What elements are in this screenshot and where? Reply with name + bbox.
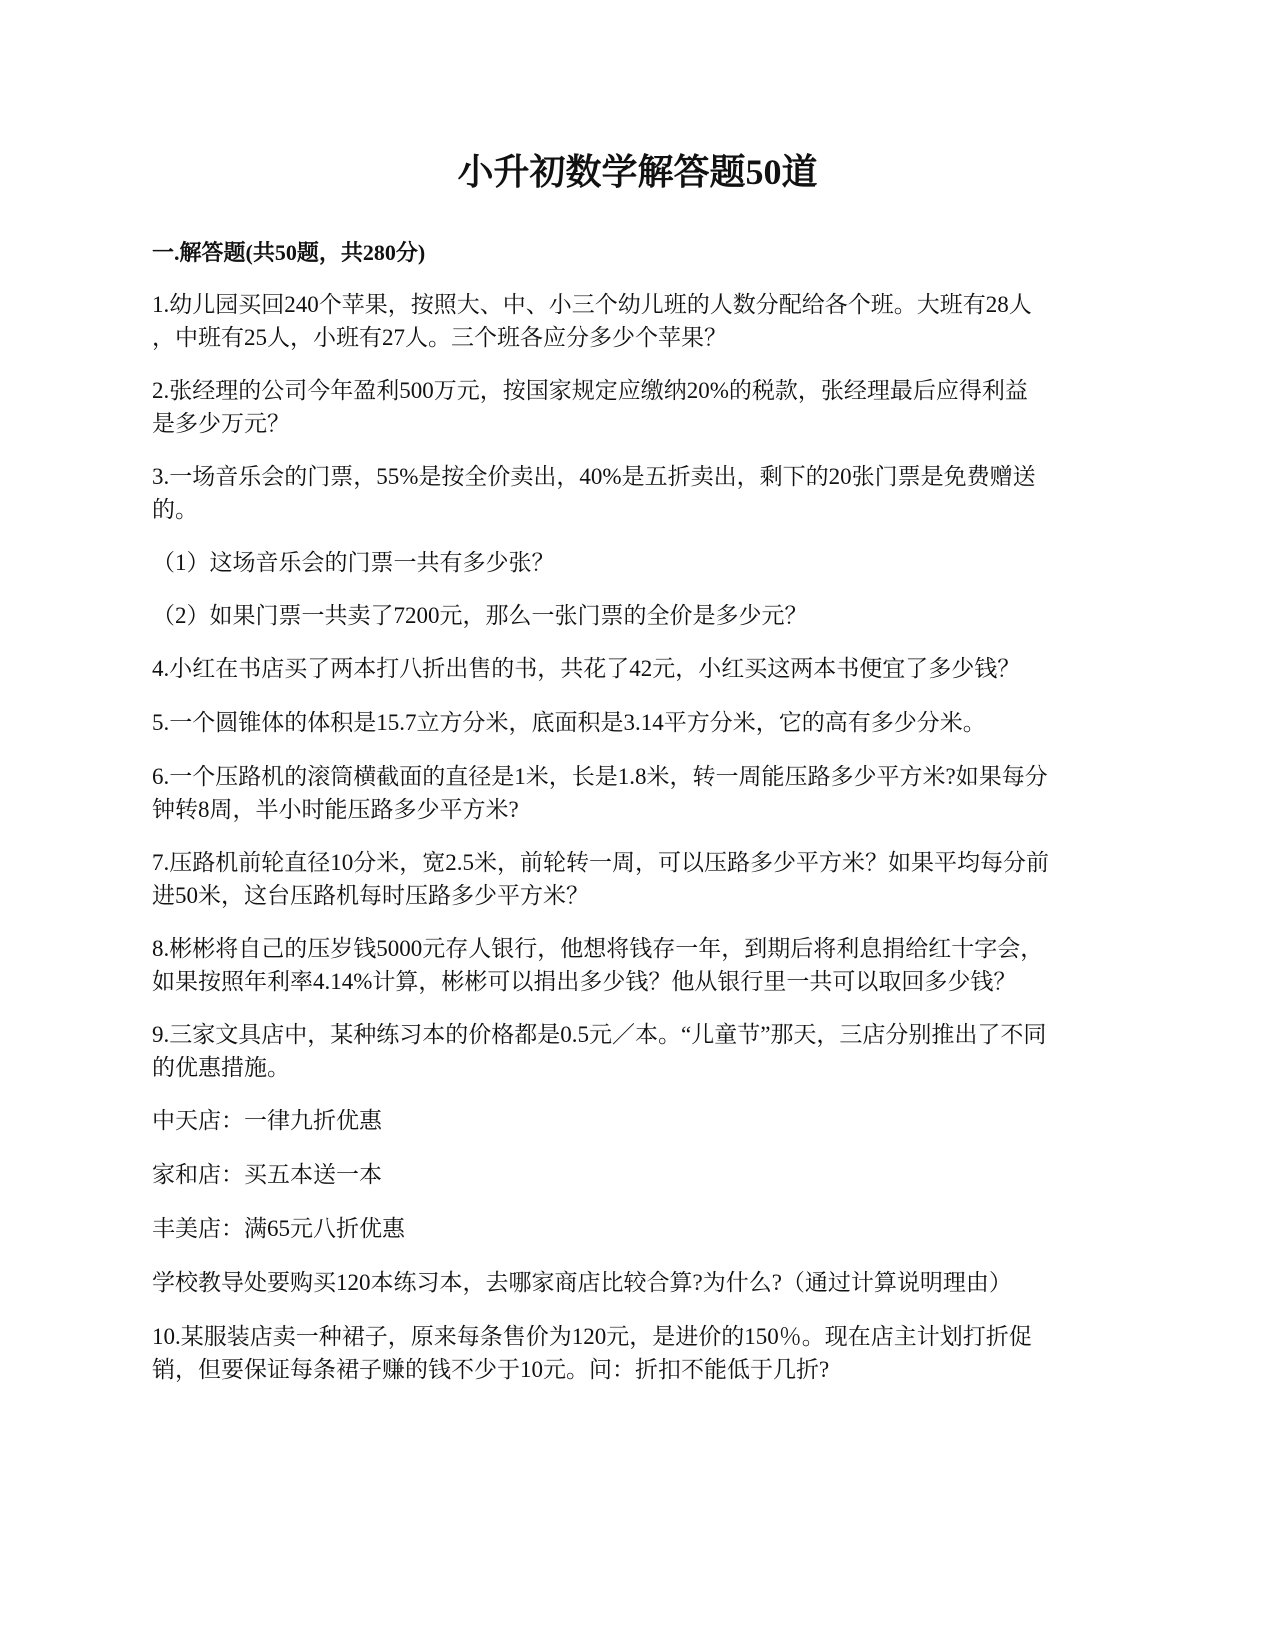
- question-9-store-1: [152, 1104, 1132, 1137]
- question-line: 9.三家文具店中，某种练习本的价格都是0.5元／本。“儿童节”那天，三店分别推出了不同: [152, 1022, 1047, 1047]
- question-line: 中天店：一律九折优惠: [152, 1108, 382, 1133]
- question-line: 7.压路机前轮直径10分米，宽2.5米，前轮转一周，可以压路多少平方米？如果平均每分前: [152, 850, 1049, 875]
- question-3: [152, 460, 1132, 526]
- question-line: 1.幼儿园买回240个苹果，按照大、中、小三个幼儿班的人数分配给各个班。大班有28人: [152, 292, 1032, 317]
- question-line: 6.一个压路机的滚筒横截面的直径是1米，长是1.8米，转一周能压路多少平方米?如果每分: [152, 764, 1048, 789]
- question-9-store-3: [152, 1212, 1132, 1245]
- question-line: ，中班有25人，小班有27人。三个班各应分多少个苹果？: [152, 325, 727, 350]
- question-9: [152, 1018, 1132, 1084]
- question-line: （2）如果门票一共卖了7200元，那么一张门票的全价是多少元？: [152, 603, 808, 628]
- document-title: 小升初数学解答题50道: [457, 152, 818, 192]
- question-line: 4.小红在书店买了两本打八折出售的书，共花了42元，小红买这两本书便宜了多少钱？: [152, 656, 1021, 681]
- question-6: [152, 760, 1132, 826]
- question-line: 2.张经理的公司今年盈利500万元，按国家规定应缴纳20%的税款，张经理最后应得利益: [152, 378, 1028, 403]
- question-line: 如果按照年利率4.14%计算，彬彬可以捐出多少钱？他从银行里一共可以取回多少钱？: [152, 969, 1017, 994]
- section-heading: 一.解答题(共50题，共280分): [152, 240, 426, 265]
- question-3-part-1: [152, 546, 1132, 579]
- question-4: [152, 652, 1132, 685]
- question-8: [152, 932, 1132, 998]
- question-3-part-2: [152, 599, 1132, 632]
- question-line: 5.一个圆锥体的体积是15.7立方分米，底面积是3.14平方分米，它的高有多少分米。: [152, 710, 986, 735]
- question-9-task: [152, 1266, 1132, 1299]
- question-5: [152, 706, 1132, 739]
- question-1: [152, 288, 1132, 354]
- question-line: （1）这场音乐会的门票一共有多少张？: [152, 550, 555, 575]
- question-line: 3.一场音乐会的门票，55%是按全价卖出，40%是五折卖出，剩下的20张门票是免费赠送: [152, 464, 1036, 489]
- question-line: 钟转8周，半小时能压路多少平方米?: [152, 797, 519, 822]
- question-line: 8.彬彬将自己的压岁钱5000元存人银行，他想将钱存一年，到期后将利息捐给红十字会，: [152, 936, 1044, 961]
- question-line: 家和店：买五本送一本: [152, 1162, 382, 1187]
- question-line: 进50米，这台压路机每时压路多少平方米？: [152, 883, 589, 908]
- question-line: 丰美店：满65元八折优惠: [152, 1216, 405, 1241]
- question-9-store-2: [152, 1158, 1132, 1191]
- question-line: 是多少万元？: [152, 411, 290, 436]
- question-line: 学校教导处要购买120本练习本，去哪家商店比较合算?为什么?（通过计算说明理由）: [152, 1270, 1012, 1295]
- question-line: 销，但要保证每条裙子赚的钱不少于10元。问：折扣不能低于几折?: [152, 1357, 830, 1382]
- question-line: 10.某服装店卖一种裙子，原来每条售价为120元，是进价的150％。现在店主计划打折促: [152, 1324, 1032, 1349]
- question-line: 的。: [152, 497, 198, 522]
- question-2: [152, 374, 1132, 440]
- question-7: [152, 846, 1132, 912]
- question-line: 的优惠措施。: [152, 1055, 290, 1080]
- question-10: [152, 1320, 1132, 1386]
